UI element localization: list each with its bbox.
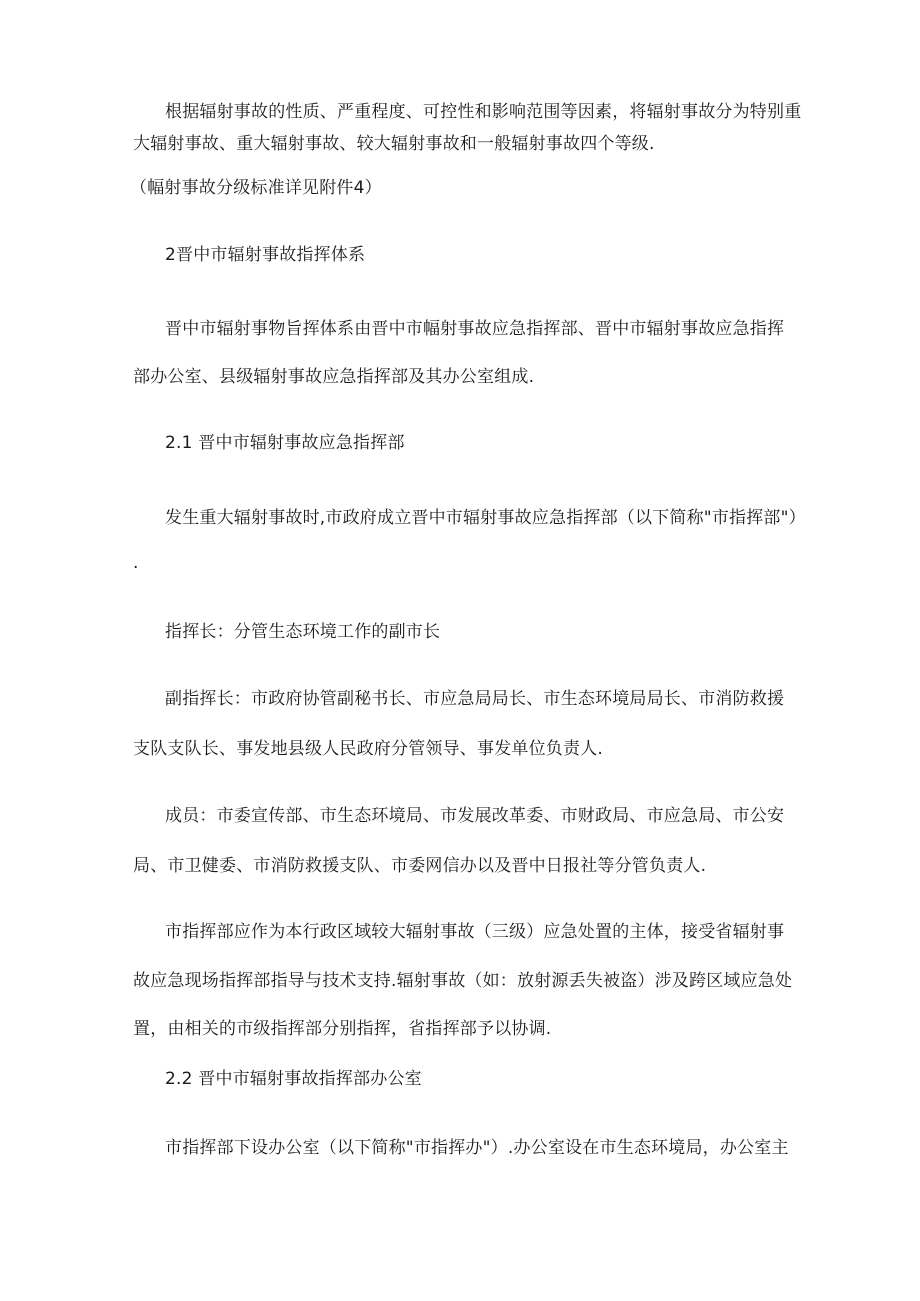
- paragraph-annex-note: （幅射事故分级标准详见附件4）: [130, 178, 382, 198]
- paragraph-accident-levels-line-1: 根据辐射事故的性质、严重程度、可控性和影响范围等因素，将辐射事故分为特别重: [165, 102, 802, 122]
- paragraph-command-system-line-2: 部办公室、县级辐射事故应急指挥部及其办公室组成.: [133, 367, 535, 387]
- paragraph-headquarters-line-2: .: [133, 553, 139, 573]
- section-heading-2-1: 2.1 晋中市辐射事故应急指挥部: [165, 433, 405, 453]
- paragraph-accident-levels-line-2: 大辐射事故、重大辐射事故、较大辐射事故和一般辐射事故四个等级.: [133, 134, 655, 154]
- section-heading-2-2: 2.2 晋中市辐射事故指挥部办公室: [165, 1069, 422, 1089]
- paragraph-responsibility-line-1: 市指挥部应作为本行政区域较大辐射事故（三级）应急处置的主体，接受省辐射事: [165, 922, 785, 942]
- paragraph-deputy-commander-line-2: 支队支队长、事发地县级人民政府分管领导、事发单位负责人.: [133, 739, 604, 759]
- paragraph-command-system-line-1: 晋中市辐射事物旨挥体系由晋中市幅射事故应急指挥部、晋中市辐射事故应急指挥: [165, 319, 785, 339]
- paragraph-headquarters-line-1: 发生重大辐射事故时,市政府成立晋中市辐射事故应急指挥部（以下简称"市指挥部"）: [165, 508, 806, 528]
- paragraph-responsibility-line-3: 置，由相关的市级指挥部分别指挥，省指挥部予以协调.: [133, 1019, 552, 1039]
- paragraph-members-line-1: 成员：市委宣传部、市生态环境局、市发展改革委、市财政局、市应急局、市公安: [165, 806, 785, 826]
- section-heading-2: 2晋中市辐射事故指挥体系: [165, 245, 366, 265]
- paragraph-office-line-1: 市指挥部下设办公室（以下简称"市指挥办"）.办公室设在市生态环境局，办公室主: [165, 1138, 789, 1158]
- paragraph-deputy-commander-line-1: 副指挥长：市政府协管副秘书长、市应急局局长、市生态环境局局长、市消防救援: [165, 689, 785, 709]
- paragraph-commander: 指挥长：分管生态环境工作的副市长: [165, 622, 441, 642]
- paragraph-members-line-2: 局、市卫健委、市消防救援支队、市委网信办以及晋中日报社等分管负责人.: [133, 856, 707, 876]
- paragraph-responsibility-line-2: 故应急现场指挥部指导与技术支持.辐射事故（如：放射源丢失被盗）涉及跨区域应急处: [133, 971, 793, 991]
